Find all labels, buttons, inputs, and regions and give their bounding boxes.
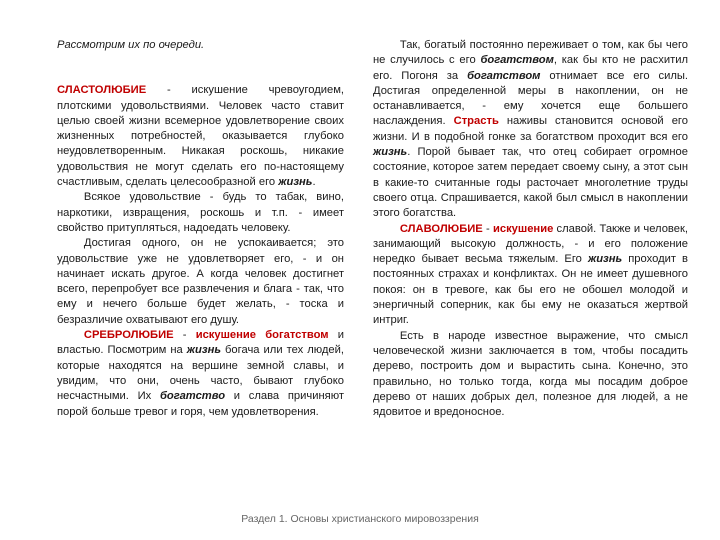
emphasis-wealth: богатство <box>159 390 226 403</box>
text: - <box>482 222 493 235</box>
paragraph-silver-love <box>57 328 344 420</box>
text: Так, богатый постоянно переживает о том, как бы чего не случилось с его <box>373 39 688 67</box>
text: . <box>312 176 316 189</box>
emphasis-wealth: богатством <box>467 69 541 82</box>
paragraph-folk-saying: Есть в народе известное выражение, что смысл человеческой жизни заключается в том, чтобы посадить дерево, построить дом и вырастить сына. Конечно, это правильно, но только тогда, когда мы посадим доброе дерево от наших добрых дел, полезное для людей, а не ядовитое и вредоносное. <box>373 329 688 419</box>
spacer <box>57 53 344 83</box>
term-slavolyubie: СЛАВОЛЮБИЕ <box>399 222 483 235</box>
term-slastolyubie: СЛАСТОЛЮБИЕ <box>57 84 147 97</box>
emphasis-life: жизнь <box>186 344 221 357</box>
text: и властью. Посмотрим на <box>57 329 344 357</box>
emphasis-wealth: богатством <box>480 54 554 67</box>
text: Человек часто ставит целью своей жизни всемерное удовлетворение своих жизненных потребностей, оказывается глубоко неудовлетворенным. Никакая роскошь, никакие удовольствия не могут сделать его по-настоящему счастливым, сделать целесообразной его <box>57 99 344 189</box>
term-temptation: искушение <box>492 222 554 235</box>
text: , как бы кто не расхитил его. Погоня за <box>373 54 688 82</box>
text: - <box>173 329 196 342</box>
term-passion: Страсть <box>453 115 499 128</box>
page-footer: Раздел 1. Основы христианского мировоззрения <box>241 513 479 525</box>
text: проходит в постоянных страхах и конфликтах. Он не имеет душевного покоя: он в тревоге, как бы его не обошел молодой и энергичный соперник, как бы ему не оказаться жертвой интриг. <box>373 253 688 327</box>
text: наживы становится основой его жизни. И в подобной гонке за богатством проходит вся его <box>373 115 688 143</box>
paragraph-pleasure: Всякое удовольствие - будь то табак, вино, наркотики, извращения, роскошь и т.п. - имеет свойство притупляться, надоедать человеку. <box>57 191 344 234</box>
right-column <box>373 38 688 420</box>
paragraph-sweet-love <box>57 83 344 190</box>
paragraph-rich-worry <box>373 38 688 222</box>
intro-line: Рассмотрим их по очереди. <box>57 39 205 51</box>
paragraph-achieving: Достигая одного, он не успокаивается; это удовольствие уже не удовлетворяет его, - и он начинает искать другое. А когда человек достигнет всего, перепробует все развлечения и блага - так, что ему и нечего больше будет желать, - тоска и безразличие охватывают его душу. <box>57 237 344 326</box>
text: славой. Также и человек, занимающий высокую должность, - и его положение нередко бывает весьма тяжелым. Его <box>373 222 688 266</box>
left-column <box>57 38 344 420</box>
text: . Порой бывает так, что отец собирает огромное состояние, которое затем передает своему сыну, а этот сын в какие-то считанные годы расточает многолетние труды своего отца. Спрашивается, какой был смысл в накоплении этого богатства. <box>373 146 688 220</box>
text: богача или тех людей, которые находятся на вершине земной славы, и увидим, что они, очень часто, бывают глубоко несчастными. Их <box>57 344 344 403</box>
emphasis-life: жизнь <box>587 253 623 266</box>
emphasis-life: жизнь <box>278 176 313 189</box>
emphasis-life: жизнь <box>373 146 408 159</box>
text: и слава причиняют порой больше тревог и горя, чем удовлетворения. <box>57 390 344 418</box>
term-srebrolyubie: СРЕБРОЛЮБИЕ <box>83 329 174 342</box>
paragraph-glory-love <box>373 222 688 329</box>
text: отнимает все его силы. Достигая определенной меры в накоплении, он не останавливается, - ему хочется еще большего наслаждения. <box>373 69 689 128</box>
text: - искушение чревоугодием, плотскими удовольствиями. <box>57 84 344 112</box>
term-temptation-wealth: искушение богатством <box>195 329 329 342</box>
